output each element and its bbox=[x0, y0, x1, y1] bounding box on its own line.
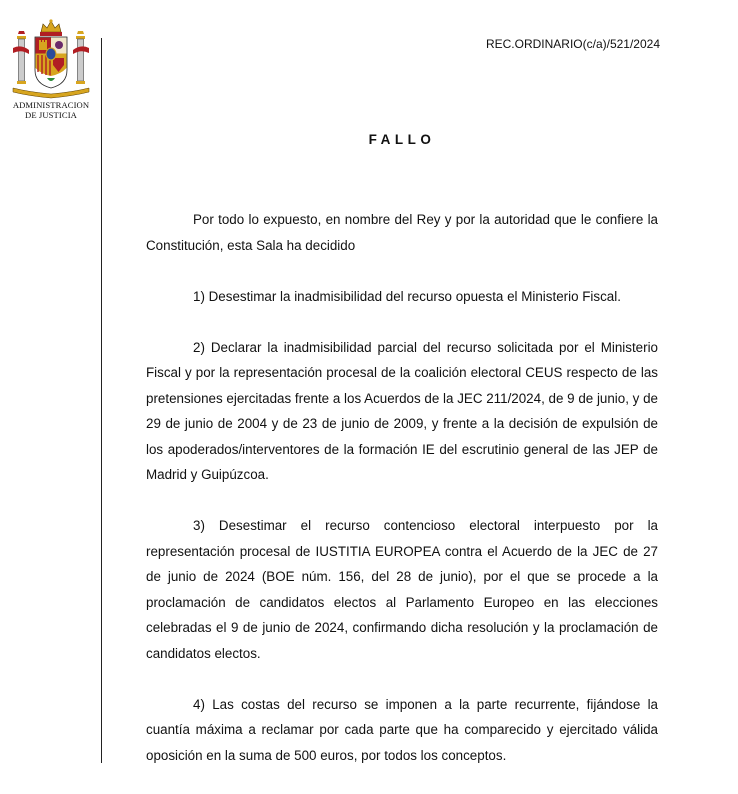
ruling-point-1: 1) Desestimar la inadmisibilidad del recurso opuesta el Ministerio Fiscal. bbox=[193, 288, 621, 304]
ruling-point-3: 3) Desestimar el recurso contencioso electoral interpuesto por la representación procesal de IUSTITIA EUROPEA contra el Acuerdo de la JEC de 27 de junio de 2024 (BOE núm. 156, del 28 de junio), por el que se procede a la proclamación de candidatos electos al Parlamento Europeo en las elecciones celebradas el 9 de junio de 2024, confirmando dicha resolución y la proclamación de candidatos electos. bbox=[146, 518, 658, 661]
emblem-caption-line-1: ADMINISTRACION bbox=[12, 100, 90, 110]
ruling-point-4: 4) Las costas del recurso se imponen a la parte recurrente, fijándose la cuantía máxima a reclamar por cada parte que ha comparecido y ejercitado válida oposición en la suma de 500 euros, por todos los conceptos. bbox=[146, 696, 658, 763]
case-reference: REC.ORDINARIO(c/a)/521/2024 bbox=[485, 37, 660, 51]
coat-of-arms bbox=[8, 18, 94, 120]
ruling-point-2: 2) Declarar la inadmisibilidad parcial del recurso solicitada por el Ministerio Fiscal y por la representación procesal de la coalición electoral CEUS respecto de las pretensiones ejercitadas frente a los Acuerdos de la JEC 211/2024, de 9 de junio, y de 29 de junio de 2004 y de 23 de junio de 2009, y frente a la decisión de expulsión de los apoderados/interventores de la formación IE del escrutinio general de las JEP de Madrid y Guipúzcoa. bbox=[146, 339, 658, 482]
spain-coat-of-arms-icon bbox=[9, 18, 93, 100]
emblem-caption-line-2: DE JUSTICIA bbox=[25, 110, 77, 120]
margin-rule bbox=[101, 38, 102, 763]
intro-paragraph: Por todo lo expuesto, en nombre del Rey y por la autoridad que le confiere la Constitución, esta Sala ha decidido bbox=[146, 212, 658, 253]
document-title: FALLO bbox=[368, 132, 436, 147]
document-body bbox=[146, 207, 658, 794]
